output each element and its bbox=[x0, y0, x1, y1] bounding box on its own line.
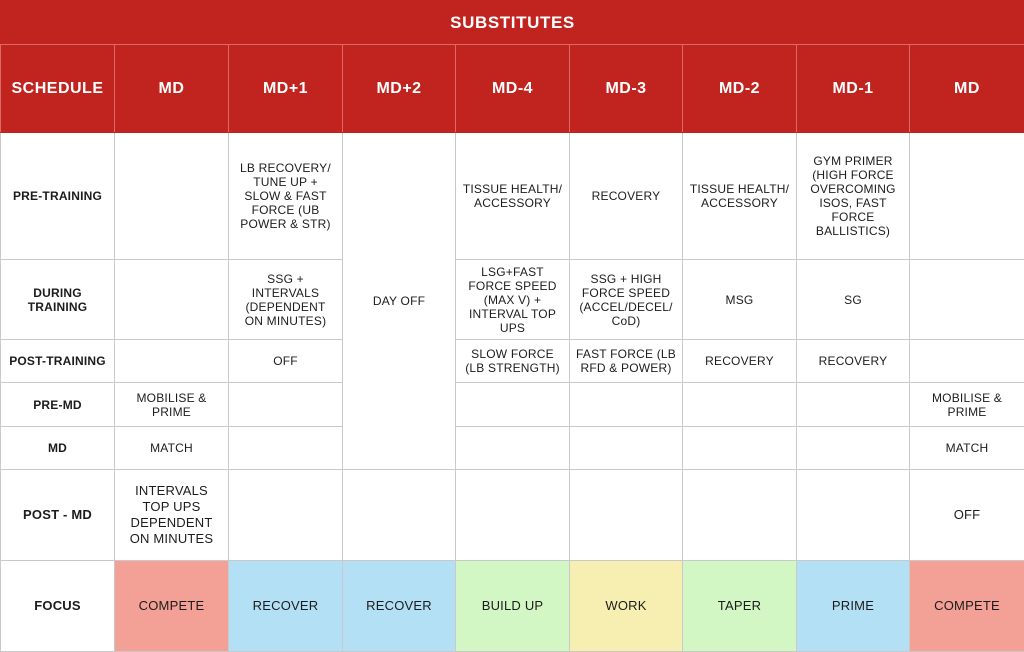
focus-prime-cell: PRIME bbox=[797, 561, 910, 652]
table-title: SUBSTITUTES bbox=[1, 1, 1024, 45]
md-md-minus-4-cell bbox=[456, 427, 570, 470]
pre-training-md-last-cell bbox=[910, 133, 1024, 260]
pre-md-md-last-cell: MOBILISE & PRIME bbox=[910, 383, 1024, 427]
table-row bbox=[1, 427, 1024, 470]
schedule-header: SCHEDULE bbox=[1, 45, 115, 133]
row-label-pre-training: PRE-TRAINING bbox=[1, 133, 115, 260]
row-label-post-training: POST-TRAINING bbox=[1, 340, 115, 383]
post-md-md-cell: INTERVALS TOP UPS DEPENDENT ON MINUTES bbox=[115, 470, 229, 561]
focus-taper-cell: TAPER bbox=[683, 561, 797, 652]
pre-training-md-minus-3-cell: RECOVERY bbox=[570, 133, 683, 260]
md-md-plus-1-cell bbox=[229, 427, 343, 470]
post-md-md-minus-4-cell bbox=[456, 470, 570, 561]
post-training-md-minus-2-cell: RECOVERY bbox=[683, 340, 797, 383]
pre-training-md-minus-2-cell: TISSUE HEALTH/ ACCESSORY bbox=[683, 133, 797, 260]
focus-recover-md-plus-2-cell: RECOVER bbox=[343, 561, 456, 652]
post-training-md-minus-3-cell: FAST FORCE (LB RFD & POWER) bbox=[570, 340, 683, 383]
focus-compete-md-cell: COMPETE bbox=[115, 561, 229, 652]
post-training-md-minus-4-cell: SLOW FORCE (LB STRENGTH) bbox=[456, 340, 570, 383]
row-label-during-training: DURING TRAINING bbox=[1, 260, 115, 340]
during-training-md-last-cell bbox=[910, 260, 1024, 340]
day-header-md-first: MD bbox=[115, 45, 229, 133]
during-training-md-cell bbox=[115, 260, 229, 340]
pre-md-md-minus-3-cell bbox=[570, 383, 683, 427]
day-header-md-minus-4: MD-4 bbox=[456, 45, 570, 133]
focus-recover-md-plus-1-cell: RECOVER bbox=[229, 561, 343, 652]
row-label-post-md: POST - MD bbox=[1, 470, 115, 561]
during-training-md-minus-1-cell: SG bbox=[797, 260, 910, 340]
pre-md-md-plus-1-cell bbox=[229, 383, 343, 427]
pre-md-md-minus-2-cell bbox=[683, 383, 797, 427]
table-row bbox=[1, 340, 1024, 383]
row-label-focus: FOCUS bbox=[1, 561, 115, 652]
row-label-md: MD bbox=[1, 427, 115, 470]
table-row bbox=[1, 383, 1024, 427]
during-training-md-minus-3-cell: SSG + HIGH FORCE SPEED (ACCEL/DECEL/ CoD) bbox=[570, 260, 683, 340]
during-training-md-minus-4-cell: LSG+FAST FORCE SPEED (MAX V) + INTERVAL TOP UPS bbox=[456, 260, 570, 340]
table-row bbox=[1, 470, 1024, 561]
during-training-md-minus-2-cell: MSG bbox=[683, 260, 797, 340]
focus-build-up-cell: BUILD UP bbox=[456, 561, 570, 652]
row-label-pre-md: PRE-MD bbox=[1, 383, 115, 427]
pre-training-md-plus-1-cell: LB RECOVERY/ TUNE UP + SLOW & FAST FORCE (UB POWER & STR) bbox=[229, 133, 343, 260]
post-md-md-minus-1-cell bbox=[797, 470, 910, 561]
day-off-cell: DAY OFF bbox=[343, 133, 456, 470]
post-training-md-cell bbox=[115, 340, 229, 383]
post-training-md-minus-1-cell: RECOVERY bbox=[797, 340, 910, 383]
pre-training-md-cell bbox=[115, 133, 229, 260]
day-header-md-minus-3: MD-3 bbox=[570, 45, 683, 133]
post-training-md-plus-1-cell: OFF bbox=[229, 340, 343, 383]
post-md-md-minus-2-cell bbox=[683, 470, 797, 561]
post-md-md-plus-2-cell bbox=[343, 470, 456, 561]
day-header-md-minus-2: MD-2 bbox=[683, 45, 797, 133]
table-row bbox=[1, 561, 1024, 652]
md-md-minus-3-cell bbox=[570, 427, 683, 470]
day-header-md-last: MD bbox=[910, 45, 1024, 133]
pre-training-md-minus-4-cell: TISSUE HEALTH/ ACCESSORY bbox=[456, 133, 570, 260]
post-training-md-last-cell bbox=[910, 340, 1024, 383]
focus-work-cell: WORK bbox=[570, 561, 683, 652]
post-md-md-plus-1-cell bbox=[229, 470, 343, 561]
day-header-md-plus-2: MD+2 bbox=[343, 45, 456, 133]
md-md-last-cell: MATCH bbox=[910, 427, 1024, 470]
day-header-md-plus-1: MD+1 bbox=[229, 45, 343, 133]
table-row bbox=[1, 133, 1024, 260]
post-md-md-last-cell: OFF bbox=[910, 470, 1024, 561]
pre-md-md-cell: MOBILISE & PRIME bbox=[115, 383, 229, 427]
during-training-md-plus-1-cell: SSG + INTERVALS (DEPENDENT ON MINUTES) bbox=[229, 260, 343, 340]
md-md-cell: MATCH bbox=[115, 427, 229, 470]
post-md-md-minus-3-cell bbox=[570, 470, 683, 561]
md-md-minus-2-cell bbox=[683, 427, 797, 470]
day-header-md-minus-1: MD-1 bbox=[797, 45, 910, 133]
table-row bbox=[1, 260, 1024, 340]
focus-compete-md-last-cell: COMPETE bbox=[910, 561, 1024, 652]
md-md-minus-1-cell bbox=[797, 427, 910, 470]
pre-md-md-minus-4-cell bbox=[456, 383, 570, 427]
pre-md-md-minus-1-cell bbox=[797, 383, 910, 427]
pre-training-md-minus-1-cell: GYM PRIMER (HIGH FORCE OVERCOMING ISOS, FAST FORCE BALLISTICS) bbox=[797, 133, 910, 260]
